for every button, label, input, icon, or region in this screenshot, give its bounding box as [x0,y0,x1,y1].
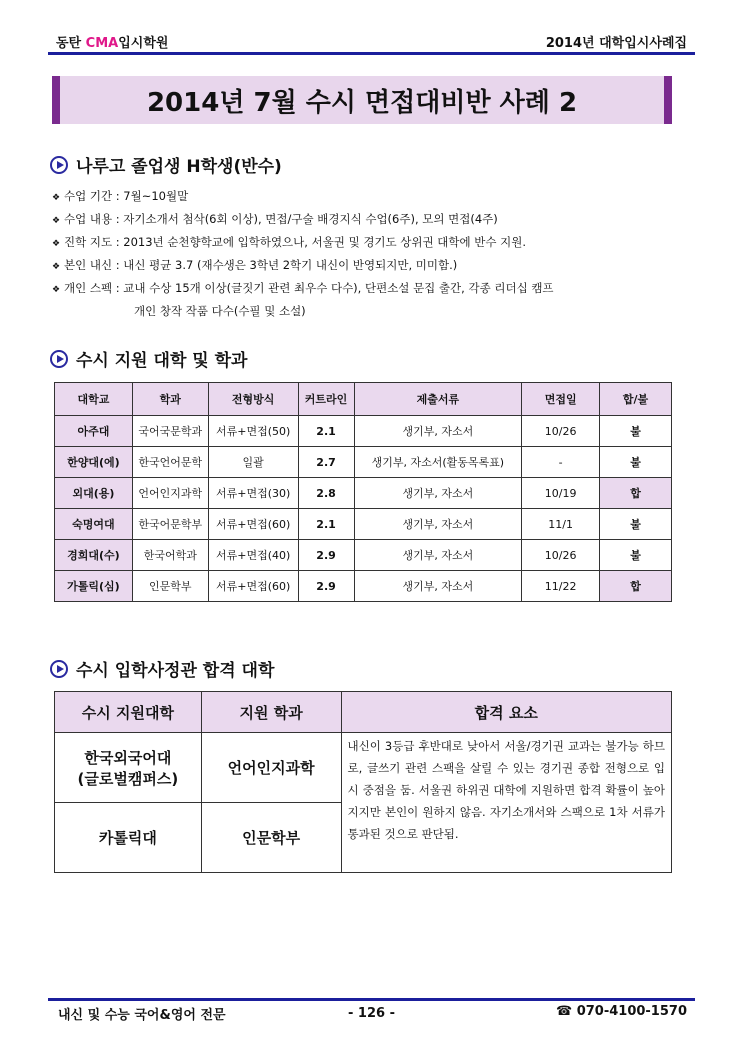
col-header: 커트라인 [298,383,354,416]
diamond-bullet-icon: ❖ [52,193,61,203]
accepted-table [54,691,672,873]
phone-icon: ☎ [555,1004,573,1019]
university-cell: 경희대(수) [55,540,133,571]
book-title: 2014년 대학입시사례집 [545,36,687,51]
result-cell: 불 [600,447,672,478]
table-row [55,733,672,803]
list-item: ❖ 개인 스펙 : 교내 수상 15개 이상(글짓기 관련 최우수 다수), 단편소설 문집 출간, 각종 리더십 캠프 [52,278,554,301]
documents-cell: 생기부, 자소서 [354,478,522,509]
interview-date-cell: 10/26 [522,540,600,571]
section1-heading: 나루고 졸업생 H학생(반수) [50,152,282,177]
diamond-bullet-icon: ❖ [52,262,61,272]
table-row [55,478,672,509]
interview-date-cell: 10/19 [522,478,600,509]
page-number: - 126 - [348,1006,395,1021]
application-table [54,382,672,602]
interview-date-cell: 10/26 [522,416,600,447]
cutline-cell: 2.1 [298,416,354,447]
documents-cell: 생기부, 자소서(활동목록표) [354,447,522,478]
department-cell: 한국언어문학 [132,447,208,478]
play-circle-icon [50,156,68,174]
result-cell-pass: 합 [600,478,672,509]
method-cell: 서류+면접(40) [208,540,298,571]
method-cell: 서류+면접(60) [208,509,298,540]
col-header: 제출서류 [354,383,522,416]
method-cell: 서류+면접(30) [208,478,298,509]
documents-cell: 생기부, 자소서 [354,540,522,571]
diamond-bullet-icon: ❖ [52,239,61,249]
table-row [55,571,672,602]
table-header-row [55,692,672,733]
footer-phone: ☎ 070-4100-1570 [555,1004,687,1019]
table-row [55,447,672,478]
col-header: 전형방식 [208,383,298,416]
result-cell: 불 [600,509,672,540]
department-cell: 인문학부 [201,803,341,873]
list-item: ❖ 본인 내신 : 내신 평균 3.7 (재수생은 3학년 2학기 내신이 반영되지만, 미미함.) [52,255,554,278]
university-cell: 가톨릭(심) [55,571,133,602]
university-cell: 숙명여대 [55,509,133,540]
table-row [55,509,672,540]
col-header: 수시 지원대학 [55,692,202,733]
result-cell-pass: 합 [600,571,672,602]
interview-date-cell: 11/22 [522,571,600,602]
table-row [55,540,672,571]
university-cell: 한국외국어대 (글로벌캠퍼스) [55,733,202,803]
department-cell: 인문학부 [132,571,208,602]
list-item: ❖ 진학 지도 : 2013년 순천향학교에 입학하였으나, 서울권 및 경기도 상위권 대학에 반수 지원. [52,232,554,255]
section3-heading: 수시 입학사정관 합격 대학 [50,656,274,681]
department-cell: 국어국문학과 [132,416,208,447]
col-header: 대학교 [55,383,133,416]
diamond-bullet-icon: ❖ [52,285,61,295]
result-cell: 불 [600,540,672,571]
documents-cell: 생기부, 자소서 [354,416,522,447]
cutline-cell: 2.9 [298,571,354,602]
department-cell: 언어인지과학 [201,733,341,803]
col-header: 지원 학과 [201,692,341,733]
method-cell: 서류+면접(60) [208,571,298,602]
department-cell: 한국어문학부 [132,509,208,540]
col-header: 면접일 [522,383,600,416]
cutline-cell: 2.1 [298,509,354,540]
cutline-cell: 2.8 [298,478,354,509]
list-item: ❖ 수업 기간 : 7월~10월말 [52,186,554,209]
university-cell: 아주대 [55,416,133,447]
col-header: 학과 [132,383,208,416]
student-info-list [52,186,554,322]
list-item-continuation: 개인 창작 작품 다수(수필 및 소설) [134,304,306,318]
department-cell: 한국어학과 [132,540,208,571]
footer-rule [48,998,695,1001]
section2-heading: 수시 지원 대학 및 학과 [50,346,247,371]
interview-date-cell: 11/1 [522,509,600,540]
footer-slogan: 내신 및 수능 국어&영어 전문 [58,1008,226,1023]
documents-cell: 생기부, 자소서 [354,571,522,602]
page-header [48,28,695,52]
department-cell: 언어인지과학 [132,478,208,509]
method-cell: 서류+면접(50) [208,416,298,447]
method-cell: 일괄 [208,447,298,478]
diamond-bullet-icon: ❖ [52,216,61,226]
documents-cell: 생기부, 자소서 [354,509,522,540]
page-title: 2014년 7월 수시 면접대비반 사례 2 [52,76,672,124]
table-header-row [55,383,672,416]
university-cell: 카톨릭대 [55,803,202,873]
play-circle-icon [50,660,68,678]
col-header: 합격 요소 [341,692,671,733]
pass-factor-text: 내신이 3등급 후반대로 낮아서 서울/경기권 교과는 불가능 하므로, 글쓰기 관련 스팩을 살릴 수 있는 경기권 종합 전형으로 입시 중점을 둠. 서울권 하위권 대학에 지원하면 합격 확률이 높아지지만 본인이 원하지 않음. 자기소개서와 스팩으로 1차 서류가 통과된 것으로 판단됨. [341,733,671,873]
cutline-cell: 2.7 [298,447,354,478]
cutline-cell: 2.9 [298,540,354,571]
university-cell: 외대(용) [55,478,133,509]
list-item: ❖ 수업 내용 : 자기소개서 첨삭(6회 이상), 면접/구술 배경지식 수업(6주), 모의 면접(4주) [52,209,554,232]
play-circle-icon [50,350,68,368]
header-rule [48,52,695,55]
academy-brand: 동탄 CMA입시학원 [56,36,169,51]
table-row [55,416,672,447]
interview-date-cell: - [522,447,600,478]
university-cell: 한양대(에) [55,447,133,478]
result-cell: 불 [600,416,672,447]
col-header: 합/불 [600,383,672,416]
